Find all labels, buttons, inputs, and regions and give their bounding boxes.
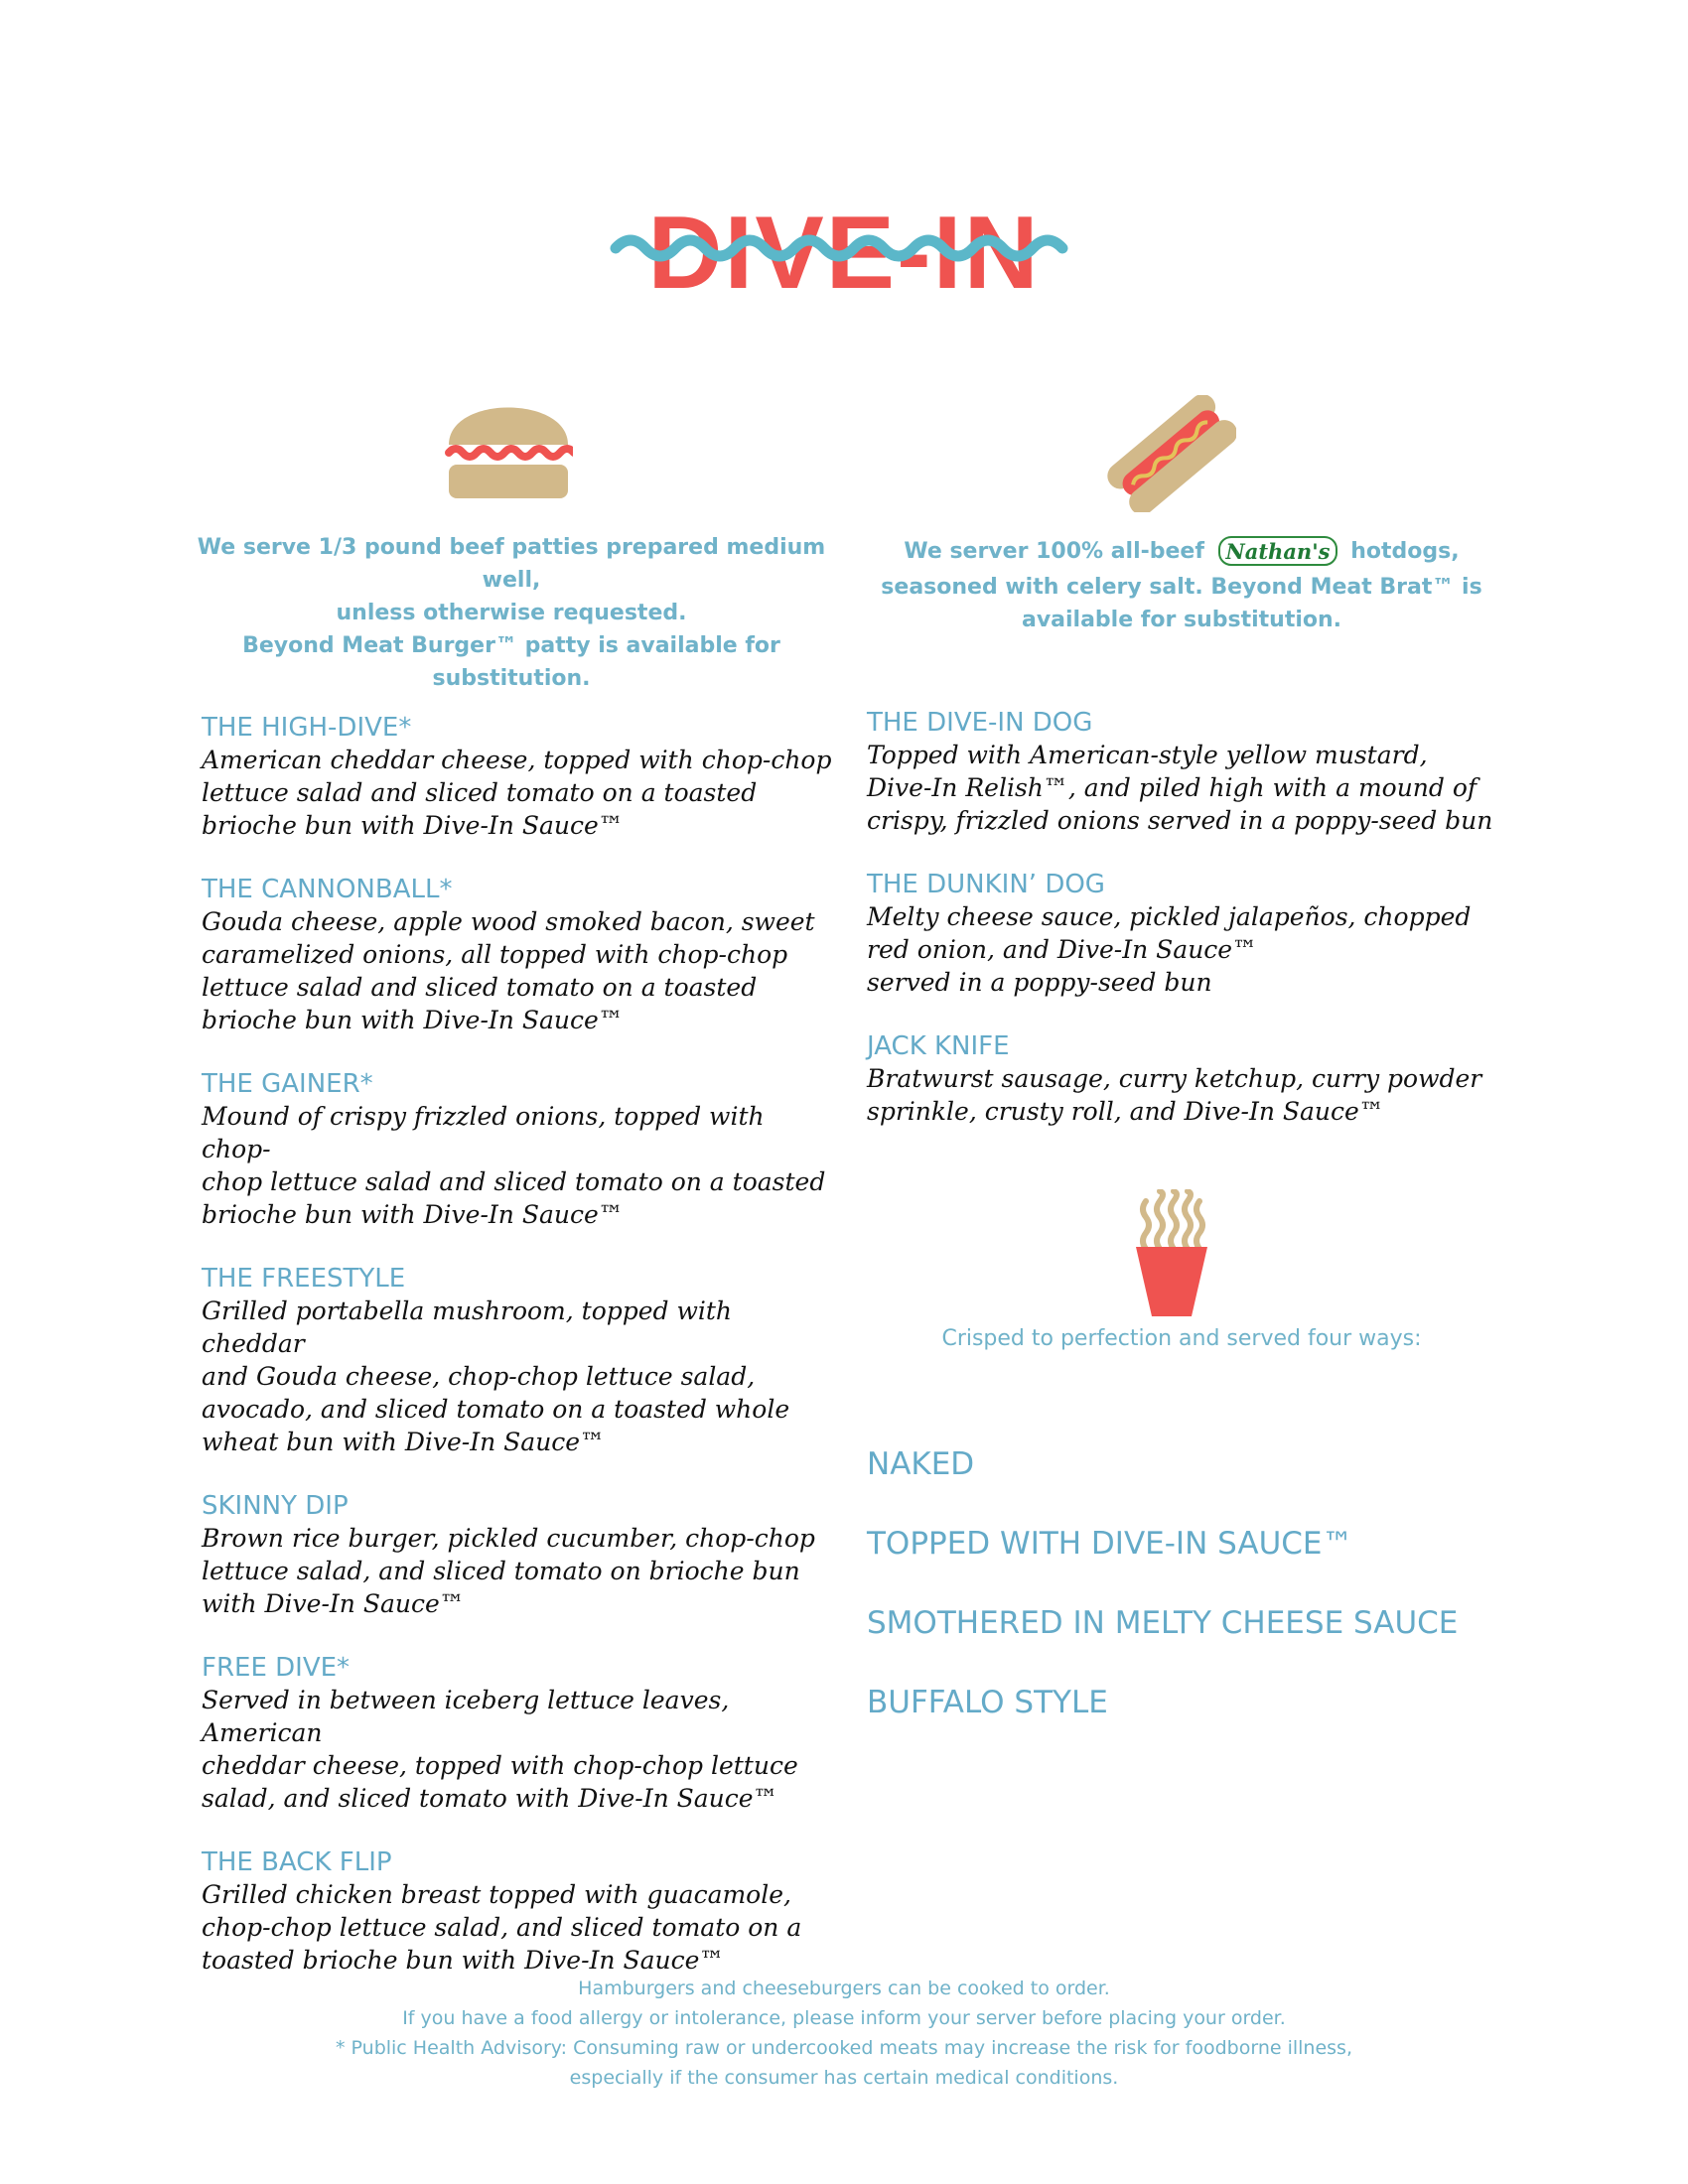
menu-item-desc: Topped with American-style yellow mustard, Dive-In Relish™, and piled high with a mound of crispy, frizzled onions served in a poppy-seed bun — [867, 741, 1493, 835]
footer-line: * Public Health Advisory: Consuming raw or undercooked meats may increase the risk for foodborne illness, — [335, 2037, 1352, 2059]
burger-icon — [444, 395, 573, 500]
hotdog-intro-line: available for substitution. — [1021, 608, 1342, 632]
burger-intro-line: Beyond Meat Burger™ patty is available for substitution. — [242, 633, 780, 691]
menu-item-name: THE DIVE-IN DOG — [867, 708, 1093, 738]
menu-item — [867, 707, 1562, 837]
hotdog-menu — [867, 707, 1562, 1128]
menu-item — [202, 1068, 837, 1231]
hotdog-intro — [874, 533, 1489, 636]
menu-item — [202, 874, 837, 1036]
menu-item-name: THE DUNKIN’ DOG — [867, 870, 1105, 899]
menu-item-name: SKINNY DIP — [202, 1491, 349, 1521]
burger-intro — [189, 531, 834, 695]
hotdog-icon — [1107, 395, 1236, 512]
menu-item-name: THE HIGH-DIVE* — [202, 713, 412, 743]
menu-item-desc: Served in between iceberg lettuce leaves, American cheddar cheese, topped with chop-chop lettuce salad, and sliced tomato with Dive-In Sauce™ — [202, 1686, 798, 1813]
footer-line: Hamburgers and cheeseburgers can be cooked to order. — [578, 1978, 1110, 1999]
fries-way: SMOTHERED IN MELTY CHEESE SAUCE — [867, 1605, 1459, 1641]
nathans-logo-text: Nathan's — [1225, 539, 1331, 564]
menu-item — [867, 1030, 1562, 1128]
menu-item-desc: Grilled chicken breast topped with guacamole, chop-chop lettuce salad, and sliced tomato on a toasted brioche bun with Dive-In Sauce™ — [202, 1880, 802, 1975]
menu-item-name: THE FREESTYLE — [202, 1264, 406, 1294]
hotdog-intro-text: hotdogs, — [1350, 539, 1460, 564]
menu-item-desc: Grilled portabella mushroom, topped with cheddar and Gouda cheese, chop-chop lettuce salad, avocado, and sliced tomato on a toasted whole wheat bun with Dive-In Sauce™ — [202, 1297, 790, 1456]
dive-in-logo — [596, 189, 1092, 318]
nathans-logo — [1218, 533, 1337, 571]
hotdog-intro-text: We server 100% all-beef — [904, 539, 1204, 564]
fries-ways — [867, 1444, 1562, 1722]
fries-way: TOPPED WITH DIVE-IN SAUCE™ — [867, 1526, 1353, 1562]
menu-item-name: THE CANNONBALL* — [202, 875, 453, 904]
menu-item — [202, 1490, 837, 1620]
footer-line: If you have a food allergy or intolerance, please inform your server before placing your order. — [402, 2007, 1286, 2029]
menu-item-desc: Melty cheese sauce, pickled jalapeños, chopped red onion, and Dive-In Sauce™ served in a poppy-seed bun — [867, 902, 1472, 997]
fries-icon — [1132, 1189, 1211, 1318]
menu-item-desc: Mound of crispy frizzled onions, topped with chop- chop lettuce salad and sliced tomato on a toasted brioche bun with Dive-In Sauce™ — [202, 1102, 826, 1229]
menu-item-desc: American cheddar cheese, topped with chop-chop lettuce salad and sliced tomato on a toasted brioche bun with Dive-In Sauce™ — [202, 746, 832, 840]
hotdog-intro-line — [874, 533, 1489, 571]
menu-item-name: FREE DIVE* — [202, 1653, 351, 1683]
menu-item-desc: Gouda cheese, apple wood smoked bacon, sweet caramelized onions, all topped with chop-chop lettuce salad and sliced tomato on a toasted brioche bun with Dive-In Sauce™ — [202, 907, 815, 1034]
burger-intro-line: unless otherwise requested. — [336, 601, 687, 625]
footer-notice — [0, 1974, 1688, 2093]
menu-item-desc: Brown rice burger, pickled cucumber, chop-chop lettuce salad, and sliced tomato on brioche bun with Dive-In Sauce™ — [202, 1524, 815, 1618]
menu-item — [202, 712, 837, 842]
menu-item — [202, 1652, 837, 1815]
menu-item-name: THE GAINER* — [202, 1069, 373, 1099]
menu-item-name: THE BACK FLIP — [202, 1847, 392, 1877]
menu-item — [202, 1263, 837, 1458]
menu-item-name: JACK KNIFE — [867, 1031, 1010, 1061]
burger-intro-line: We serve 1/3 pound beef patties prepared medium well, — [197, 535, 826, 593]
fries-way: NAKED — [867, 1446, 975, 1482]
burger-menu — [202, 712, 837, 1977]
footer-line: especially if the consumer has certain medical conditions. — [569, 2067, 1119, 2089]
hotdog-intro-line: seasoned with celery salt. Beyond Meat Brat™ is — [881, 575, 1482, 600]
logo-text: DIVE-IN — [647, 196, 1041, 311]
fries-caption: Crisped to perfection and served four ways: — [941, 1326, 1422, 1351]
menu-item-desc: Bratwurst sausage, curry ketchup, curry powder sprinkle, crusty roll, and Dive-In Sauce™ — [867, 1064, 1482, 1126]
menu-item — [202, 1846, 837, 1977]
menu-item — [867, 869, 1562, 999]
fries-way: BUFFALO STYLE — [867, 1685, 1108, 1720]
